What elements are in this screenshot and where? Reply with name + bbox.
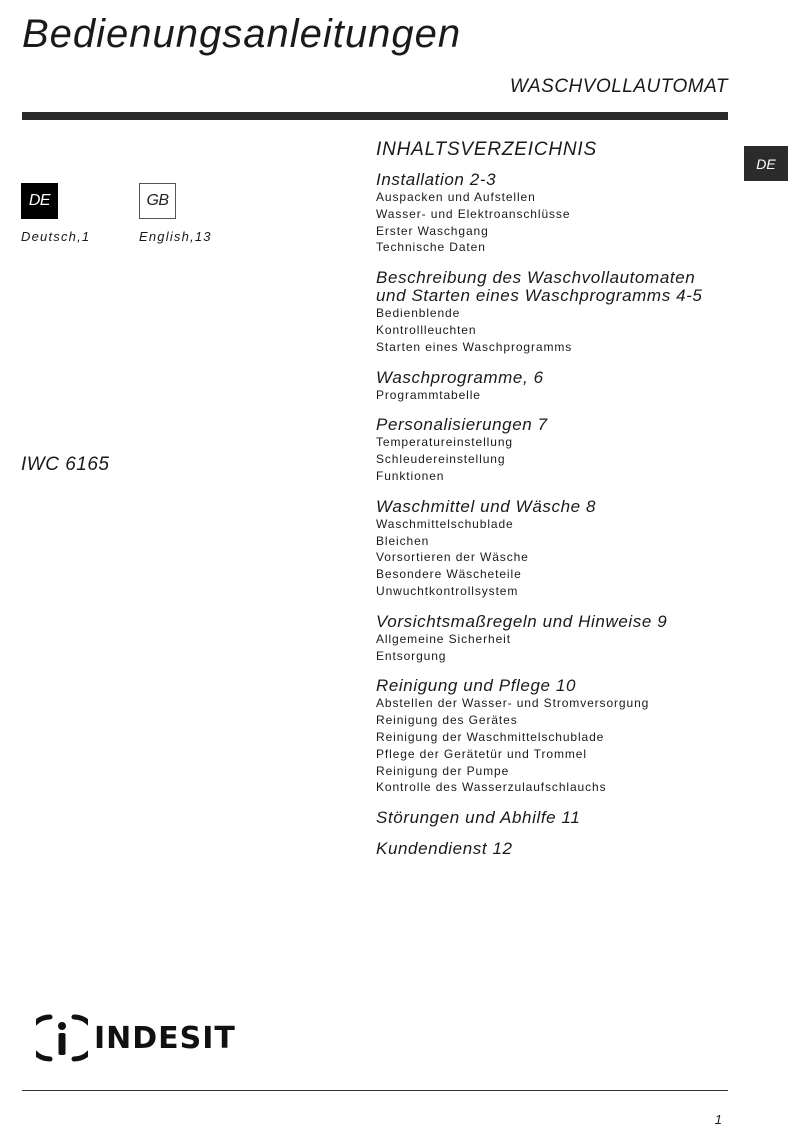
toc-item: Temperatureinstellung [376, 435, 513, 450]
language-box-gb: GB [139, 183, 176, 219]
model-number: IWC 6165 [21, 454, 110, 475]
toc-section [376, 171, 736, 256]
table-of-contents [376, 139, 736, 871]
toc-sections [376, 171, 736, 858]
toc-section-heading: Reinigung und Pflege 10 [376, 676, 577, 696]
toc-item: Wasser- und Elektroanschlüsse [376, 206, 571, 221]
indesit-i-logo-icon [36, 1013, 88, 1063]
toc-item: Auspacken und Aufstellen [376, 190, 536, 204]
toc-section [376, 840, 736, 858]
brand-logo-text: INDESIT [94, 1020, 236, 1056]
toc-item: Abstellen der Wasser- und Stromversorgung [376, 696, 650, 711]
toc-section [376, 809, 736, 827]
bottom-divider [22, 1090, 728, 1091]
language-box-de: DE [21, 183, 58, 219]
document-subtitle: WASCHVOLLAUTOMAT [509, 76, 728, 97]
toc-item: Besondere Wäscheteile [376, 567, 522, 582]
page-number: 1 [714, 1112, 722, 1127]
brand-logo [36, 1013, 236, 1063]
toc-item: Erster Waschgang [376, 223, 489, 238]
toc-item: Waschmittelschublade [376, 516, 514, 531]
language-label-gb: English,13 [139, 229, 212, 244]
toc-section-heading: Waschprogramme, 6 [376, 367, 544, 387]
toc-item: Funktionen [376, 468, 445, 483]
toc-item: Pflege der Gerätetür und Trommel [376, 746, 587, 761]
language-side-tab: DE [744, 146, 788, 181]
toc-section [376, 498, 736, 600]
top-divider [22, 112, 728, 120]
toc-section [376, 416, 736, 484]
toc-item: Schleudereinstellung [376, 452, 506, 467]
toc-section [376, 613, 736, 665]
toc-item: Vorsortieren der Wäsche [376, 550, 529, 565]
toc-item: Programmtabelle [376, 387, 481, 402]
toc-section-heading: Kundendienst 12 [376, 839, 513, 859]
toc-item: Entsorgung [376, 648, 447, 663]
toc-item: Bedienblende [376, 306, 461, 321]
toc-section [376, 677, 736, 796]
toc-item: Reinigung der Waschmittelschublade [376, 729, 605, 744]
toc-section [376, 269, 736, 355]
toc-section-heading: und Starten eines Waschprogramms 4-5 [376, 286, 703, 306]
toc-item: Technische Daten [376, 240, 486, 255]
toc-section-heading: Beschreibung des Waschvollautomaten [376, 268, 696, 288]
toc-item: Kontrolle des Wasserzulaufschlauchs [376, 780, 607, 795]
toc-section [376, 369, 736, 404]
toc-item: Allgemeine Sicherheit [376, 631, 511, 646]
toc-item: Unwuchtkontrollsystem [376, 583, 519, 598]
toc-item: Reinigung des Gerätes [376, 713, 518, 728]
toc-section-heading: Vorsichtsmaßregeln und Hinweise 9 [376, 611, 668, 631]
toc-item: Bleichen [376, 533, 430, 548]
language-label-de: Deutsch,1 [21, 229, 91, 244]
toc-section-heading: Waschmittel und Wäsche 8 [376, 496, 597, 516]
toc-item: Reinigung der Pumpe [376, 763, 510, 778]
toc-section-heading: Personalisierungen 7 [376, 415, 548, 435]
toc-title: INHALTSVERZEICHNIS [376, 139, 597, 160]
toc-item: Starten eines Waschprogramms [376, 339, 573, 354]
document-title: Bedienungsanleitungen [22, 12, 462, 56]
toc-item: Kontrollleuchten [376, 322, 477, 337]
toc-section-heading: Störungen und Abhilfe 11 [376, 808, 581, 828]
toc-section-heading: Installation 2-3 [376, 170, 497, 189]
